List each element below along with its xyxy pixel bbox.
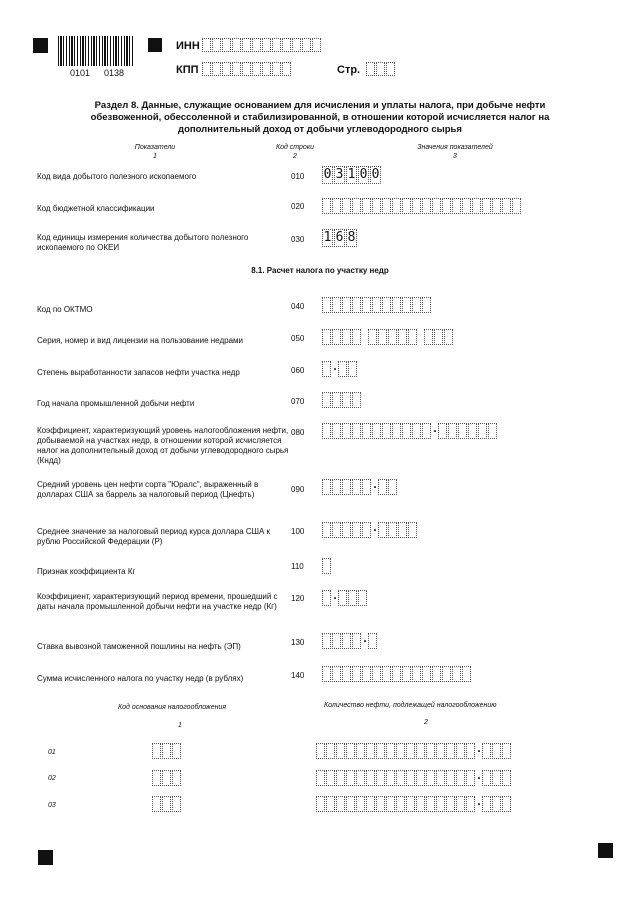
column-header-values: Значения показателей 3 (417, 144, 493, 160)
kg-coefficient-field[interactable]: . (322, 590, 368, 604)
barcode-number-right: 0138 (104, 68, 125, 78)
row-03-tax-base-code-field[interactable] (152, 796, 182, 810)
table-header-taxable-oil-quantity: Количество нефти, подлежащей налогообложению (324, 702, 497, 709)
urals-price-field[interactable]: . (322, 479, 398, 493)
okei-digit-3: 8 (347, 230, 356, 245)
row-140-code: 140 (291, 671, 305, 680)
row-090-code: 090 (291, 485, 305, 494)
section-title-line-3: дополнительный доход от добычи углеводородного сырья (178, 124, 462, 135)
production-start-year-field[interactable] (322, 392, 362, 406)
row-060-code: 060 (291, 366, 305, 375)
row-030-label: Код единицы измерения количества добытого полезного ископаемого по ОКЕИ (37, 233, 249, 252)
row-080-label: Коэффициент, характеризующий уровень налогообложения нефти, добываемой на участках недр, в отношении которой исчисляется налог на дополнительный доход от добычи углеводородного сырья (Кндд) (37, 426, 289, 465)
inn-field[interactable] (202, 38, 322, 52)
row-120-code: 120 (291, 594, 305, 603)
row-120-label: Коэффициент, характеризующий период времени, прошедший с даты начала промышленной добычи нефти на участке недр (Кг) (37, 592, 278, 611)
okei-unit-code-field[interactable] (322, 229, 358, 243)
kpp-label: КПП (176, 64, 199, 76)
table-header-col2-num: 2 (424, 719, 428, 726)
export-duty-rate-field[interactable]: . (322, 633, 378, 647)
okei-digit-1: 1 (323, 230, 332, 245)
okei-digit-2: 6 (335, 230, 344, 245)
column-header-indicators: Показатели 1 (134, 144, 176, 160)
row-01-oil-quantity-field[interactable]: . (316, 743, 512, 757)
table-row-02-label: 02 (48, 775, 56, 782)
registration-marker-top-right (148, 38, 162, 52)
row-100-label: Среднее значение за налоговый период курса доллара США к рублю Российской Федерации (Р) (37, 527, 271, 546)
row-140-label: Сумма исчисленного налога по участку недр (в рублях) (37, 674, 244, 683)
row-090-label: Средний уровень цен нефти сорта "Юралс", выраженный в долларах США за баррель за налоговый период (Цнефть) (37, 480, 259, 499)
mineral-code-digit-4: 0 (359, 167, 368, 182)
row-030-code: 030 (291, 235, 305, 244)
barcode-number-left: 0101 (70, 68, 91, 78)
section-title (60, 100, 580, 136)
barcode (58, 36, 133, 66)
row-110-label: Признак коэффициента Кг (37, 567, 136, 576)
table-row-03-label: 03 (48, 802, 56, 809)
table-header-col1-num: 1 (178, 722, 182, 729)
mineral-code-digit-5: 0 (371, 167, 380, 182)
row-040-label: Код по ОКТМО (37, 305, 93, 314)
mineral-code-digit-3: 1 (347, 167, 356, 182)
row-070-label: Год начала промышленной добычи нефти (37, 399, 195, 408)
section-title-line-2: обезвоженной, обессоленной и стабилизированной, в отношении которой исчисляется налог на (90, 112, 550, 123)
mineral-code-digit-2: 3 (335, 167, 344, 182)
registration-marker-bottom-right (598, 843, 613, 858)
kg-indicator-field[interactable] (322, 558, 332, 572)
row-130-code: 130 (291, 638, 305, 647)
license-field[interactable] (322, 329, 454, 343)
tax-amount-field[interactable] (322, 666, 472, 680)
row-070-code: 070 (291, 397, 305, 406)
depletion-degree-field[interactable]: . (322, 361, 358, 375)
row-02-oil-quantity-field[interactable]: . (316, 770, 512, 784)
row-080-code: 080 (291, 428, 305, 437)
row-02-tax-base-code-field[interactable] (152, 770, 182, 784)
oktmo-field[interactable] (322, 297, 432, 311)
row-110-code: 110 (291, 562, 304, 571)
page-field[interactable] (366, 62, 396, 76)
column-header-line-code: Код строки 2 (275, 144, 315, 160)
registration-marker-bottom-left (38, 850, 53, 865)
row-03-oil-quantity-field[interactable]: . (316, 796, 512, 810)
row-01-tax-base-code-field[interactable] (152, 743, 182, 757)
section-title-line-1: Раздел 8. Данные, служащие основанием для исчисления и уплаты налога, при добыче нефти (94, 100, 546, 111)
row-060-label: Степень выработанности запасов нефти участка недр (37, 368, 240, 377)
row-040-code: 040 (291, 302, 305, 311)
page-label: Стр. (337, 64, 361, 76)
row-010-code: 010 (291, 172, 305, 181)
row-130-label: Ставка вывозной таможенной пошлины на нефть (ЭП) (37, 642, 241, 651)
row-100-code: 100 (291, 527, 305, 536)
subsection-title: 8.1. Расчет налога по участку недр (251, 266, 389, 275)
inn-label: ИНН (176, 40, 200, 52)
registration-marker-top-left (33, 38, 48, 53)
budget-classification-code-field[interactable] (322, 198, 522, 212)
row-050-code: 050 (291, 334, 305, 343)
row-010-label: Код вида добытого полезного ископаемого (37, 172, 197, 181)
row-020-code: 020 (291, 202, 305, 211)
kndd-coefficient-field[interactable]: . (322, 423, 498, 437)
row-020-label: Код бюджетной классификации (37, 204, 155, 213)
row-050-label: Серия, номер и вид лицензии на пользование недрами (37, 336, 243, 345)
mineral-code-digit-1: 0 (323, 167, 332, 182)
table-row-01-label: 01 (48, 749, 56, 756)
mineral-type-code-field[interactable] (322, 166, 382, 180)
usd-rate-field[interactable]: . (322, 522, 418, 536)
table-header-tax-base-code: Код основания налогообложения (118, 704, 227, 711)
kpp-field[interactable] (202, 62, 292, 76)
